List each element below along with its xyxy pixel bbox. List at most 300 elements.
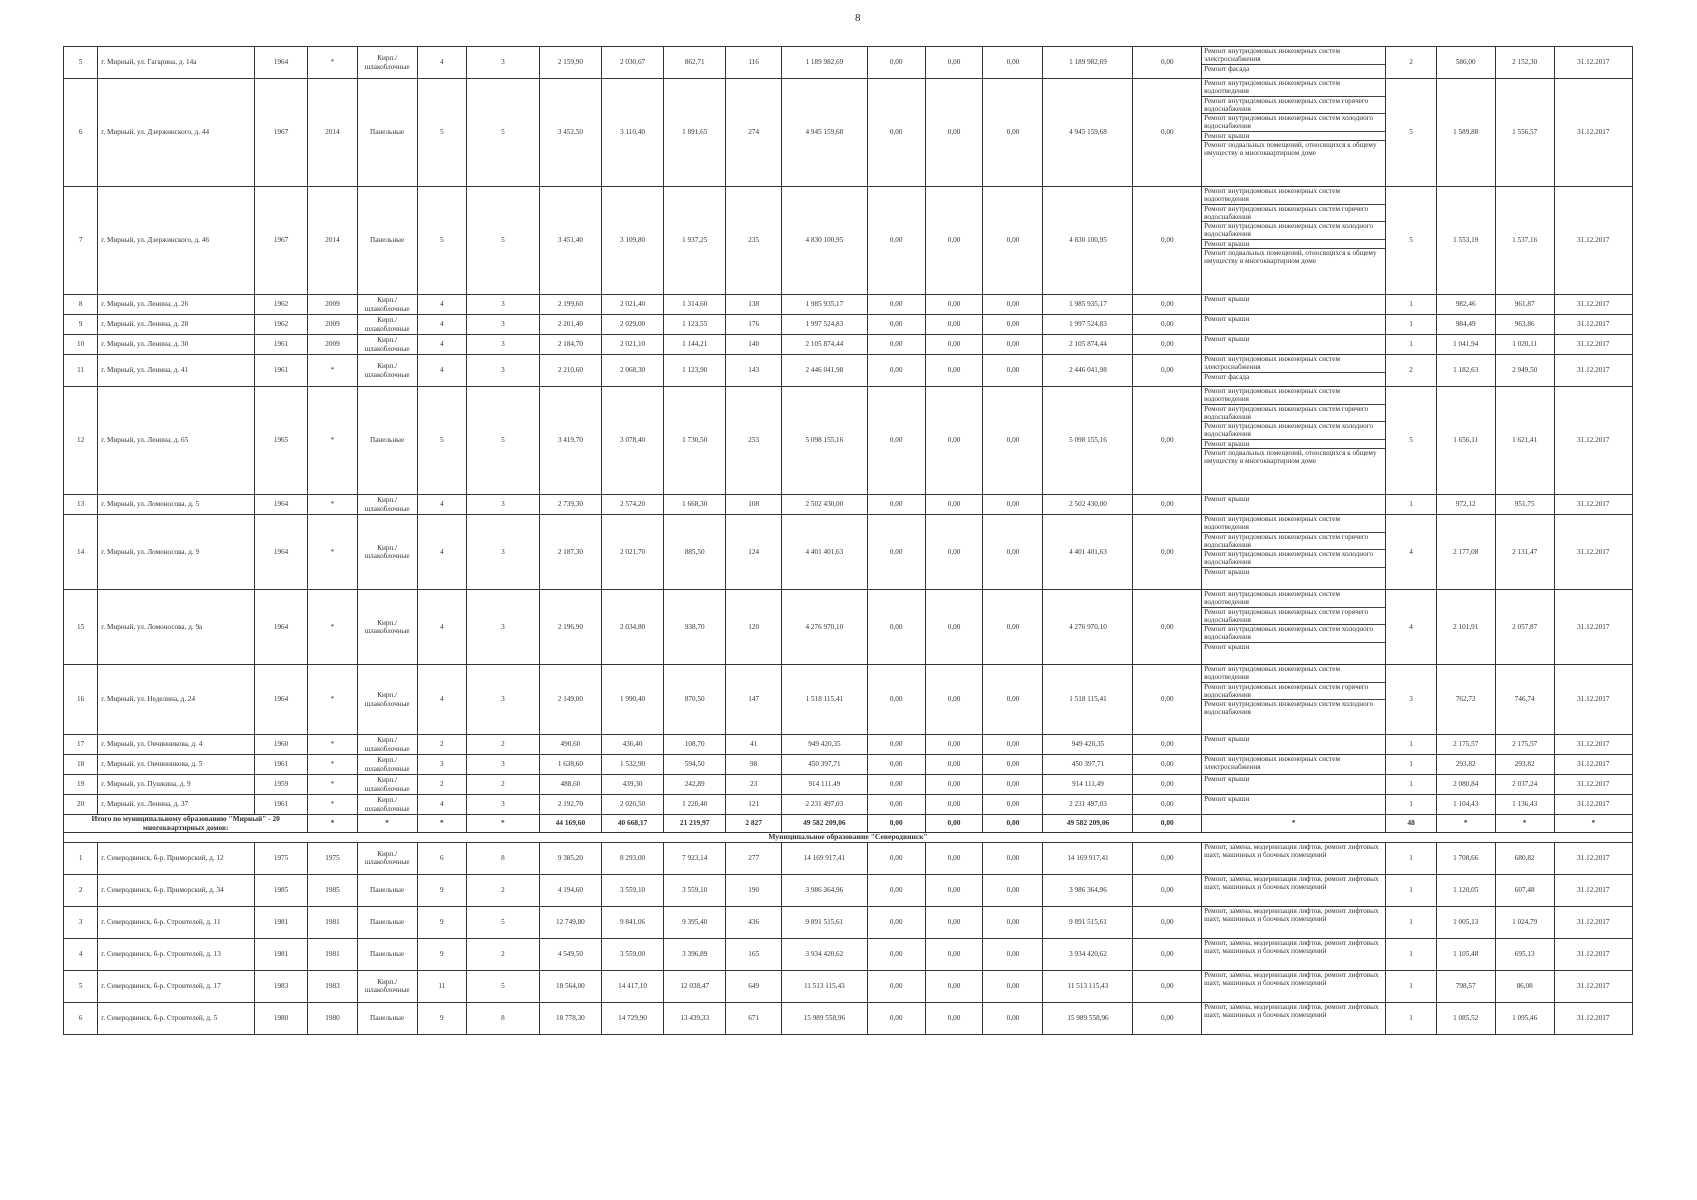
cell-f3: 0,00	[983, 495, 1043, 515]
cell-f5: 0,00	[1133, 355, 1202, 387]
cell-cost: 2 231 497,03	[782, 795, 868, 815]
cell-p1: 1 553,19	[1436, 187, 1495, 295]
cell-en: 2	[466, 775, 539, 795]
cell-f1: 0,00	[867, 495, 925, 515]
cell-date: 31.12.2017	[1554, 874, 1632, 906]
cell-y2: *	[308, 775, 357, 795]
repair-work-item: Ремонт, замена, модернизация лифтов, ремонт лифтовых шахт, машинных и блочных помещений	[1204, 906, 1379, 924]
repair-work-item: Ремонт крыши	[1204, 795, 1250, 803]
cell-f4: 2 105 874,44	[1043, 335, 1133, 355]
cell-a2: 1 532,90	[601, 755, 663, 775]
municipality-title: Муниципальное образование "Северодвинск"	[64, 833, 1633, 843]
cell-cost: 949 420,35	[782, 735, 868, 755]
cell-f3: 0,00	[983, 387, 1043, 495]
total-cell: *	[1554, 815, 1632, 833]
cell-a3: 13 439,33	[664, 1002, 726, 1034]
cell-cost: 4 830 100,95	[782, 187, 868, 295]
total-cell: 2 827	[726, 815, 782, 833]
repair-work-item: Ремонт крыши	[1204, 495, 1250, 503]
cell-addr: г. Мирный, ул. Ломоносова, д. 9а	[98, 590, 254, 665]
cell-n: 15	[64, 590, 98, 665]
cell-f4: 2 446 041,98	[1043, 355, 1133, 387]
repair-work-item: Ремонт внутридомовых инженерных систем холодного водоснабжения	[1202, 550, 1385, 568]
cell-cost: 1 985 935,17	[782, 295, 868, 315]
cell-en: 3	[466, 590, 539, 665]
cell-f2: 0,00	[925, 187, 983, 295]
cell-f1: 0,00	[867, 665, 925, 735]
cell-a2: 2 020,50	[601, 795, 663, 815]
repair-work-item: Ремонт внутридомовых инженерных систем горячего водоснабжения	[1202, 683, 1385, 701]
cell-f3: 0,00	[983, 795, 1043, 815]
cell-fl: 4	[417, 47, 466, 79]
cell-y2: 2009	[308, 295, 357, 315]
repair-works-list	[1202, 938, 1386, 970]
cell-addr: г. Северодвинск, б-р. Строителей, д. 11	[98, 906, 254, 938]
cell-p2: 1 024,79	[1495, 906, 1554, 938]
cell-date: 31.12.2017	[1554, 590, 1632, 665]
cell-a1: 3 452,50	[539, 79, 601, 187]
cell-p1: 2 101,91	[1436, 590, 1495, 665]
table-row	[64, 938, 1633, 970]
cell-f3: 0,00	[983, 355, 1043, 387]
cell-y1: 1967	[254, 187, 308, 295]
cell-f5: 0,00	[1133, 335, 1202, 355]
cell-f2: 0,00	[925, 795, 983, 815]
cell-en: 3	[466, 795, 539, 815]
cell-f3: 0,00	[983, 335, 1043, 355]
cell-p2: 2 175,57	[1495, 735, 1554, 755]
cell-en: 3	[466, 515, 539, 590]
cell-f1: 0,00	[867, 335, 925, 355]
cell-p2: 1 095,46	[1495, 1002, 1554, 1034]
cell-f2: 0,00	[925, 295, 983, 315]
repair-work-item: Ремонт крыши	[1202, 240, 1385, 249]
cell-a2: 14 729,90	[601, 1002, 663, 1034]
cell-y2: 1985	[308, 874, 357, 906]
cell-date: 31.12.2017	[1554, 495, 1632, 515]
cell-f3: 0,00	[983, 874, 1043, 906]
cell-wc: 1	[1386, 795, 1436, 815]
cell-addr: г. Мирный, ул. Ленина, д. 65	[98, 387, 254, 495]
cell-en: 3	[466, 315, 539, 335]
cell-a3: 108,70	[664, 735, 726, 755]
cell-y1: 1980	[254, 1002, 308, 1034]
cell-en: 3	[466, 355, 539, 387]
cell-a3: 242,89	[664, 775, 726, 795]
cell-y2: *	[308, 355, 357, 387]
cell-a1: 12 749,80	[539, 906, 601, 938]
cell-n: 8	[64, 295, 98, 315]
cell-p2: 1 621,41	[1495, 387, 1554, 495]
cell-cost: 4 276 970,10	[782, 590, 868, 665]
cell-a3: 938,70	[664, 590, 726, 665]
cell-a3: 1 668,30	[664, 495, 726, 515]
cell-a1: 3 451,40	[539, 187, 601, 295]
cell-a2: 3 109,80	[601, 187, 663, 295]
cell-f3: 0,00	[983, 315, 1043, 335]
cell-y1: 1961	[254, 755, 308, 775]
cell-f5: 0,00	[1133, 938, 1202, 970]
cell-ppl: 98	[726, 755, 782, 775]
cell-a1: 2 184,70	[539, 335, 601, 355]
repair-work-item: Ремонт внутридомовых инженерных систем горячего водоснабжения	[1202, 205, 1385, 223]
cell-mat: Кирп./ шлакоблочные	[357, 515, 417, 590]
cell-f3: 0,00	[983, 295, 1043, 315]
cell-cost: 5 098 155,16	[782, 387, 868, 495]
cell-ppl: 143	[726, 355, 782, 387]
repair-works-list	[1202, 47, 1386, 79]
table-row	[64, 187, 1633, 295]
cell-f5: 0,00	[1133, 906, 1202, 938]
cell-wc: 5	[1386, 79, 1436, 187]
cell-y2: 2009	[308, 315, 357, 335]
cell-f4: 450 397,71	[1043, 755, 1133, 775]
cell-en: 2	[466, 735, 539, 755]
cell-fl: 4	[417, 335, 466, 355]
cell-f5: 0,00	[1133, 47, 1202, 79]
cell-f1: 0,00	[867, 295, 925, 315]
cell-f5: 0,00	[1133, 1002, 1202, 1034]
cell-p2: 2 037,24	[1495, 775, 1554, 795]
cell-en: 8	[466, 1002, 539, 1034]
cell-y2: *	[308, 387, 357, 495]
cell-f3: 0,00	[983, 775, 1043, 795]
cell-p1: 293,82	[1436, 755, 1495, 775]
cell-addr: г. Мирный, ул. Дзержинского, д. 46	[98, 187, 254, 295]
repair-works-list	[1202, 735, 1386, 755]
table-row	[64, 735, 1633, 755]
cell-ppl: 253	[726, 387, 782, 495]
cell-mat: Панельные	[357, 874, 417, 906]
cell-cost: 3 986 364,96	[782, 874, 868, 906]
cell-en: 8	[466, 842, 539, 874]
repair-work-item: Ремонт внутридомовых инженерных систем электроснабжения	[1204, 755, 1341, 772]
cell-wc: 1	[1386, 315, 1436, 335]
repair-works-list	[1202, 515, 1386, 590]
repair-work-item: Ремонт крыши	[1204, 567, 1250, 576]
repair-works-list	[1202, 187, 1386, 295]
repair-work-item: Ремонт фасада	[1204, 372, 1250, 381]
cell-mat: Кирп./ шлакоблочные	[357, 335, 417, 355]
cell-p2: 2 152,30	[1495, 47, 1554, 79]
repair-work-item: Ремонт внутридомовых инженерных систем холодного водоснабжения	[1202, 222, 1385, 240]
cell-cost: 4 945 159,68	[782, 79, 868, 187]
cell-fl: 4	[417, 355, 466, 387]
cell-n: 7	[64, 187, 98, 295]
cell-p1: 1 708,66	[1436, 842, 1495, 874]
cell-en: 2	[466, 874, 539, 906]
cell-p2: 2 131,47	[1495, 515, 1554, 590]
cell-f4: 3 986 364,96	[1043, 874, 1133, 906]
cell-fl: 5	[417, 79, 466, 187]
total-cell: 21 219,97	[664, 815, 726, 833]
cell-cost: 4 401 401,63	[782, 515, 868, 590]
cell-fl: 9	[417, 1002, 466, 1034]
cell-fl: 4	[417, 315, 466, 335]
cell-date: 31.12.2017	[1554, 315, 1632, 335]
cell-fl: 6	[417, 842, 466, 874]
repair-work-item: Ремонт внутридомовых инженерных систем горячего водоснабжения	[1202, 533, 1385, 551]
cell-f3: 0,00	[983, 590, 1043, 665]
cell-y1: 1964	[254, 515, 308, 590]
cell-wc: 1	[1386, 495, 1436, 515]
cell-ppl: 23	[726, 775, 782, 795]
cell-en: 3	[466, 495, 539, 515]
cell-f1: 0,00	[867, 515, 925, 590]
cell-cost: 3 934 420,62	[782, 938, 868, 970]
cell-ppl: 165	[726, 938, 782, 970]
cell-fl: 2	[417, 775, 466, 795]
cell-n: 6	[64, 1002, 98, 1034]
total-cell: *	[1495, 815, 1554, 833]
cell-n: 11	[64, 355, 98, 387]
cell-f2: 0,00	[925, 755, 983, 775]
cell-a3: 1 314,60	[664, 295, 726, 315]
cell-fl: 5	[417, 187, 466, 295]
cell-cost: 2 446 041,98	[782, 355, 868, 387]
cell-cost: 9 891 515,61	[782, 906, 868, 938]
cell-date: 31.12.2017	[1554, 938, 1632, 970]
cell-date: 31.12.2017	[1554, 775, 1632, 795]
cell-f4: 11 513 115,43	[1043, 970, 1133, 1002]
cell-addr: г. Мирный, ул. Ленина, д. 37	[98, 795, 254, 815]
cell-f5: 0,00	[1133, 665, 1202, 735]
total-cell: 49 582 209,06	[782, 815, 868, 833]
cell-a1: 2 201,40	[539, 315, 601, 335]
total-cell: 0,00	[1133, 815, 1202, 833]
cell-f2: 0,00	[925, 515, 983, 590]
cell-p2: 680,82	[1495, 842, 1554, 874]
cell-f1: 0,00	[867, 187, 925, 295]
cell-p1: 1 104,43	[1436, 795, 1495, 815]
cell-wc: 4	[1386, 515, 1436, 590]
cell-f1: 0,00	[867, 387, 925, 495]
cell-en: 2	[466, 938, 539, 970]
cell-mat: Кирп./ шлакоблочные	[357, 665, 417, 735]
cell-y2: 2009	[308, 335, 357, 355]
cell-n: 5	[64, 970, 98, 1002]
cell-f2: 0,00	[925, 775, 983, 795]
cell-f5: 0,00	[1133, 590, 1202, 665]
cell-ppl: 277	[726, 842, 782, 874]
cell-cost: 450 397,71	[782, 755, 868, 775]
cell-y1: 1967	[254, 79, 308, 187]
cell-n: 10	[64, 335, 98, 355]
cell-p1: 984,49	[1436, 315, 1495, 335]
cell-ppl: 274	[726, 79, 782, 187]
cell-a2: 1 990,40	[601, 665, 663, 735]
cell-f3: 0,00	[983, 735, 1043, 755]
cell-f3: 0,00	[983, 187, 1043, 295]
repair-works-list	[1202, 842, 1386, 874]
cell-a2: 9 841,06	[601, 906, 663, 938]
cell-fl: 11	[417, 970, 466, 1002]
cell-date: 31.12.2017	[1554, 665, 1632, 735]
cell-a1: 1 638,60	[539, 755, 601, 775]
cell-wc: 1	[1386, 295, 1436, 315]
cell-f1: 0,00	[867, 874, 925, 906]
cell-wc: 5	[1386, 387, 1436, 495]
cell-f3: 0,00	[983, 906, 1043, 938]
cell-f4: 1 518 115,41	[1043, 665, 1133, 735]
repair-work-item: Ремонт, замена, модернизация лифтов, ремонт лифтовых шахт, машинных и блочных помещений	[1204, 1002, 1379, 1020]
cell-cost: 914 111,49	[782, 775, 868, 795]
cell-a2: 2 021,10	[601, 335, 663, 355]
cell-wc: 1	[1386, 335, 1436, 355]
cell-mat: Кирп./ шлакоблочные	[357, 355, 417, 387]
total-cell: 0,00	[983, 815, 1043, 833]
cell-f4: 4 401 401,63	[1043, 515, 1133, 590]
total-cell: *	[1202, 815, 1386, 833]
cell-n: 13	[64, 495, 98, 515]
cell-y2: *	[308, 795, 357, 815]
cell-date: 31.12.2017	[1554, 295, 1632, 315]
cell-p2: 2 949,50	[1495, 355, 1554, 387]
cell-date: 31.12.2017	[1554, 355, 1632, 387]
cell-y2: *	[308, 735, 357, 755]
cell-p1: 1 120,05	[1436, 874, 1495, 906]
total-cell: *	[308, 815, 357, 833]
cell-wc: 1	[1386, 755, 1436, 775]
cell-p1: 586,00	[1436, 47, 1495, 79]
cell-a2: 2 034,80	[601, 590, 663, 665]
cell-f1: 0,00	[867, 590, 925, 665]
table-row	[64, 495, 1633, 515]
repair-works-list	[1202, 970, 1386, 1002]
cell-y1: 1961	[254, 355, 308, 387]
repair-work-item: Ремонт подвальных помещений, относящихся к общему имуществу в многоквартирном доме	[1204, 140, 1377, 158]
table-row	[64, 970, 1633, 1002]
cell-n: 5	[64, 47, 98, 79]
cell-a3: 1 123,55	[664, 315, 726, 335]
cell-y2: *	[308, 515, 357, 590]
cell-f5: 0,00	[1133, 735, 1202, 755]
cell-a1: 2 199,60	[539, 295, 601, 315]
repair-works-list	[1202, 335, 1386, 355]
cell-wc: 1	[1386, 906, 1436, 938]
cell-y1: 1985	[254, 874, 308, 906]
cell-addr: г. Мирный, ул. Дзержинского, д. 44	[98, 79, 254, 187]
repair-work-item: Ремонт внутридомовых инженерных систем водоотведения	[1202, 665, 1385, 683]
cell-a2: 3 559,10	[601, 874, 663, 906]
table-row	[64, 335, 1633, 355]
cell-f2: 0,00	[925, 315, 983, 335]
cell-y2: 2014	[308, 79, 357, 187]
repair-works-list	[1202, 315, 1386, 335]
cell-ppl: 41	[726, 735, 782, 755]
cell-a2: 2 068,30	[601, 355, 663, 387]
repair-work-item: Ремонт внутридомовых инженерных систем горячего водоснабжения	[1202, 405, 1385, 423]
cell-f1: 0,00	[867, 735, 925, 755]
cell-cost: 1 189 982,69	[782, 47, 868, 79]
cell-p1: 798,57	[1436, 970, 1495, 1002]
cell-mat: Кирп./ шлакоблочные	[357, 590, 417, 665]
cell-a2: 3 078,40	[601, 387, 663, 495]
cell-y2: *	[308, 495, 357, 515]
repair-works-list	[1202, 590, 1386, 665]
cell-ppl: 108	[726, 495, 782, 515]
cell-y1: 1960	[254, 735, 308, 755]
cell-a3: 1 220,40	[664, 795, 726, 815]
cell-ppl: 138	[726, 295, 782, 315]
cell-f2: 0,00	[925, 665, 983, 735]
repair-work-item: Ремонт крыши	[1204, 295, 1250, 303]
cell-en: 3	[466, 755, 539, 775]
cell-f3: 0,00	[983, 47, 1043, 79]
cell-p2: 1 020,11	[1495, 335, 1554, 355]
cell-f4: 4 945 159,68	[1043, 79, 1133, 187]
repair-work-item: Ремонт, замена, модернизация лифтов, ремонт лифтовых шахт, машинных и блочных помещений	[1204, 842, 1379, 860]
cell-y2: 1983	[308, 970, 357, 1002]
cell-f1: 0,00	[867, 938, 925, 970]
cell-wc: 1	[1386, 874, 1436, 906]
cell-n: 18	[64, 755, 98, 775]
cell-y1: 1964	[254, 590, 308, 665]
cell-f2: 0,00	[925, 1002, 983, 1034]
cell-en: 3	[466, 295, 539, 315]
cell-date: 31.12.2017	[1554, 47, 1632, 79]
cell-f5: 0,00	[1133, 970, 1202, 1002]
cell-f1: 0,00	[867, 906, 925, 938]
cell-a1: 2 210,60	[539, 355, 601, 387]
cell-y1: 1964	[254, 665, 308, 735]
cell-en: 3	[466, 665, 539, 735]
cell-n: 9	[64, 315, 98, 335]
cell-f1: 0,00	[867, 355, 925, 387]
cell-ppl: 120	[726, 590, 782, 665]
cell-y2: *	[308, 47, 357, 79]
cell-p1: 1 105,48	[1436, 938, 1495, 970]
page-number: 8	[855, 12, 861, 24]
table-row	[64, 775, 1633, 795]
cell-f1: 0,00	[867, 315, 925, 335]
cell-fl: 2	[417, 735, 466, 755]
cell-y2: *	[308, 755, 357, 775]
cell-a1: 18 564,00	[539, 970, 601, 1002]
cell-a2: 2 021,40	[601, 295, 663, 315]
section-mirny-rows	[64, 47, 1633, 815]
cell-en: 5	[466, 79, 539, 187]
repair-work-item: Ремонт, замена, модернизация лифтов, ремонт лифтовых шахт, машинных и блочных помещений	[1204, 938, 1379, 956]
cell-a2: 2 574,20	[601, 495, 663, 515]
repair-work-item: Ремонт подвальных помещений, относящихся к общему имуществу в многоквартирном доме	[1204, 248, 1377, 266]
cell-n: 3	[64, 906, 98, 938]
cell-date: 31.12.2017	[1554, 970, 1632, 1002]
repair-work-item: Ремонт внутридомовых инженерных систем холодного водоснабжения	[1204, 700, 1374, 717]
cell-addr: г. Мирный, ул. Ломоносова, д. 9	[98, 515, 254, 590]
cell-fl: 9	[417, 906, 466, 938]
cell-ppl: 190	[726, 874, 782, 906]
cell-p2: 963,86	[1495, 315, 1554, 335]
total-cell: 44 169,60	[539, 815, 601, 833]
total-row-mirny	[64, 815, 1633, 833]
cell-y1: 1961	[254, 795, 308, 815]
cell-wc: 5	[1386, 187, 1436, 295]
repair-work-item: Ремонт внутридомовых инженерных систем холодного водоснабжения	[1202, 114, 1385, 132]
cell-date: 31.12.2017	[1554, 795, 1632, 815]
cell-fl: 4	[417, 665, 466, 735]
cell-addr: г. Мирный, ул. Гагарина, д. 14а	[98, 47, 254, 79]
cell-f2: 0,00	[925, 906, 983, 938]
cell-mat: Кирп./ шлакоблочные	[357, 842, 417, 874]
cell-f5: 0,00	[1133, 775, 1202, 795]
cell-a3: 1 891,65	[664, 79, 726, 187]
cell-f4: 2 502 430,00	[1043, 495, 1133, 515]
cell-addr: г. Северодвинск, б-р. Строителей, д. 17	[98, 970, 254, 1002]
cell-a1: 2 192,70	[539, 795, 601, 815]
cell-fl: 4	[417, 795, 466, 815]
table-row	[64, 755, 1633, 775]
